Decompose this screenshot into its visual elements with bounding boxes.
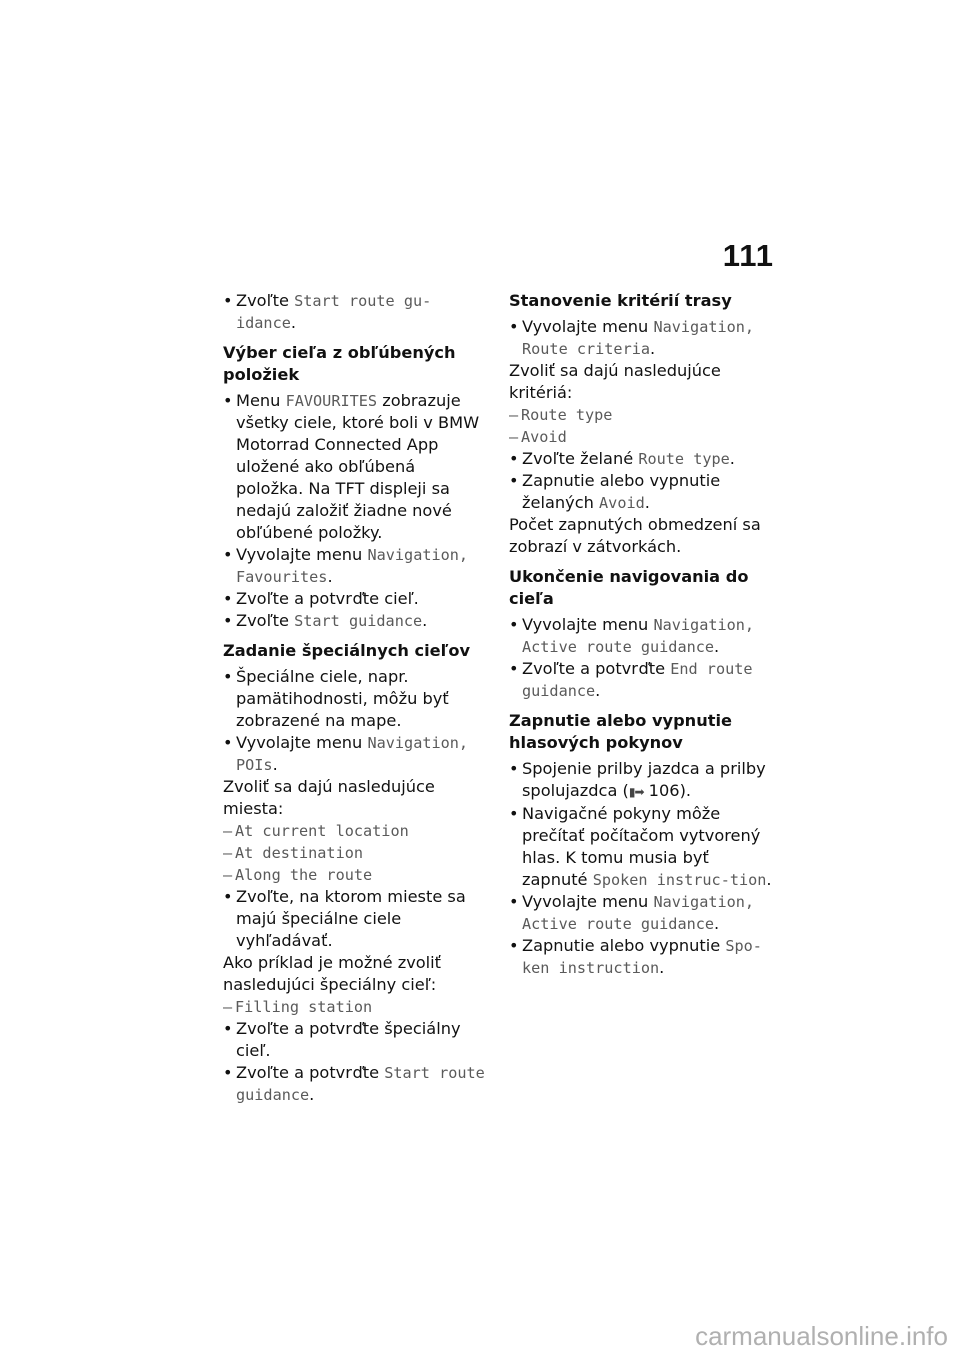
menu-code: Navigation, Route criteria bbox=[522, 318, 755, 358]
dash-item: – Avoid bbox=[509, 426, 779, 448]
menu-code: Navigation, Active route guidance bbox=[522, 616, 755, 656]
paragraph: Zvoliť sa dajú nasledujúce miesta: bbox=[223, 777, 435, 818]
menu-code: Start guidance bbox=[294, 612, 423, 630]
section-heading: Stanovenie kritérií trasy bbox=[509, 291, 732, 310]
menu-code: Spo-ken instruction bbox=[522, 937, 762, 977]
list-item: • Vyvolajte menu Navigation, POIs. bbox=[223, 732, 487, 776]
list-item: • Zvoľte, na ktorom mieste sa majú špeciálne ciele vyhľadávať. bbox=[223, 886, 487, 952]
list-item: • Vyvolajte menu Navigation, Active route guidance. bbox=[509, 614, 779, 658]
page-reference[interactable]: 106 bbox=[648, 781, 680, 800]
list-item: • Spojenie prilby jazdca a prilby spolujazdca (▮➡ 106). bbox=[509, 758, 779, 803]
dash-item: – Route type bbox=[509, 404, 779, 426]
list-item: • Zvoľte a potvrďte End route guidance. bbox=[509, 658, 779, 702]
dash-item: – At current location bbox=[223, 820, 487, 842]
dash-item: – Filling station bbox=[223, 996, 487, 1018]
page-number: 111 bbox=[722, 238, 774, 273]
menu-code: End route guidance bbox=[522, 660, 753, 700]
list-item: • Vyvolajte menu Navigation, Route criteria. bbox=[509, 316, 779, 360]
left-column bbox=[223, 290, 487, 1106]
list-item: • Navigačné pokyny môže prečítať počítačom vytvorený hlas. K tomu musia byť zapnuté Spoken instruc-tion. bbox=[509, 803, 779, 891]
list-item: • Zvoľte Start route gu-idance. bbox=[223, 290, 487, 334]
section-heading: Zadanie špeciálnych cieľov bbox=[223, 641, 471, 660]
paragraph: Ako príklad je možné zvoliť nasledujúci špeciálny cieľ: bbox=[223, 953, 442, 994]
list-item: • Zvoľte Start guidance. bbox=[223, 610, 487, 632]
list-item: • Zvoľte želané Route type. bbox=[509, 448, 779, 470]
list-item: • Zvoľte a potvrďte Start route guidance. bbox=[223, 1062, 487, 1106]
list-item: • Zvoľte a potvrďte cieľ. bbox=[223, 588, 487, 610]
section-heading: Výber cieľa z obľúbených položiek bbox=[223, 343, 456, 384]
menu-code: Route type bbox=[638, 450, 730, 468]
menu-code: Avoid bbox=[599, 494, 645, 512]
watermark: carmanualsonline.info bbox=[695, 1321, 948, 1351]
paragraph: Zvoliť sa dajú nasledujúce kritériá: bbox=[509, 361, 721, 402]
list-item: • Zapnutie alebo vypnutie Spo-ken instruction. bbox=[509, 935, 779, 979]
right-column bbox=[509, 290, 779, 979]
menu-code: Navigation, Active route guidance bbox=[522, 893, 755, 933]
menu-code: Start route gu-idance bbox=[236, 292, 432, 332]
paragraph: Počet zapnutých obmedzení sa zobrazí v zátvorkách. bbox=[509, 515, 761, 556]
menu-code: Spoken instruc-tion bbox=[592, 871, 767, 889]
menu-code: FAVOURITES bbox=[285, 392, 378, 410]
list-item: • Vyvolajte menu Navigation, Active route guidance. bbox=[509, 891, 779, 935]
dash-item: – At destination bbox=[223, 842, 487, 864]
menu-code: Start route guidance bbox=[236, 1064, 485, 1104]
section-heading: Zapnutie alebo vypnutie hlasových pokynov bbox=[509, 711, 732, 752]
list-item: • Špeciálne ciele, napr. pamätihodnosti, môžu byť zobrazené na mape. bbox=[223, 666, 487, 732]
list-item: • Zapnutie alebo vypnutie želaných Avoid. bbox=[509, 470, 779, 514]
menu-code: Navigation, POIs bbox=[236, 734, 469, 774]
menu-code: Navigation, Favourites bbox=[236, 546, 469, 586]
list-item: • Zvoľte a potvrďte špeciálny cieľ. bbox=[223, 1018, 487, 1062]
dash-item: – Along the route bbox=[223, 864, 487, 886]
arrow-ref-icon: ▮➡ bbox=[628, 785, 644, 799]
list-item: • Vyvolajte menu Navigation, Favourites. bbox=[223, 544, 487, 588]
list-item: • Menu FAVOURITES zobrazuje všetky ciele, ktoré boli v BMW Motorrad Connected App uložené ako obľúbená položka. Na TFT displeji sa nedajú založiť žiadne nové obľúbené položky. bbox=[223, 390, 487, 544]
section-heading: Ukončenie navigovania do cieľa bbox=[509, 567, 749, 608]
